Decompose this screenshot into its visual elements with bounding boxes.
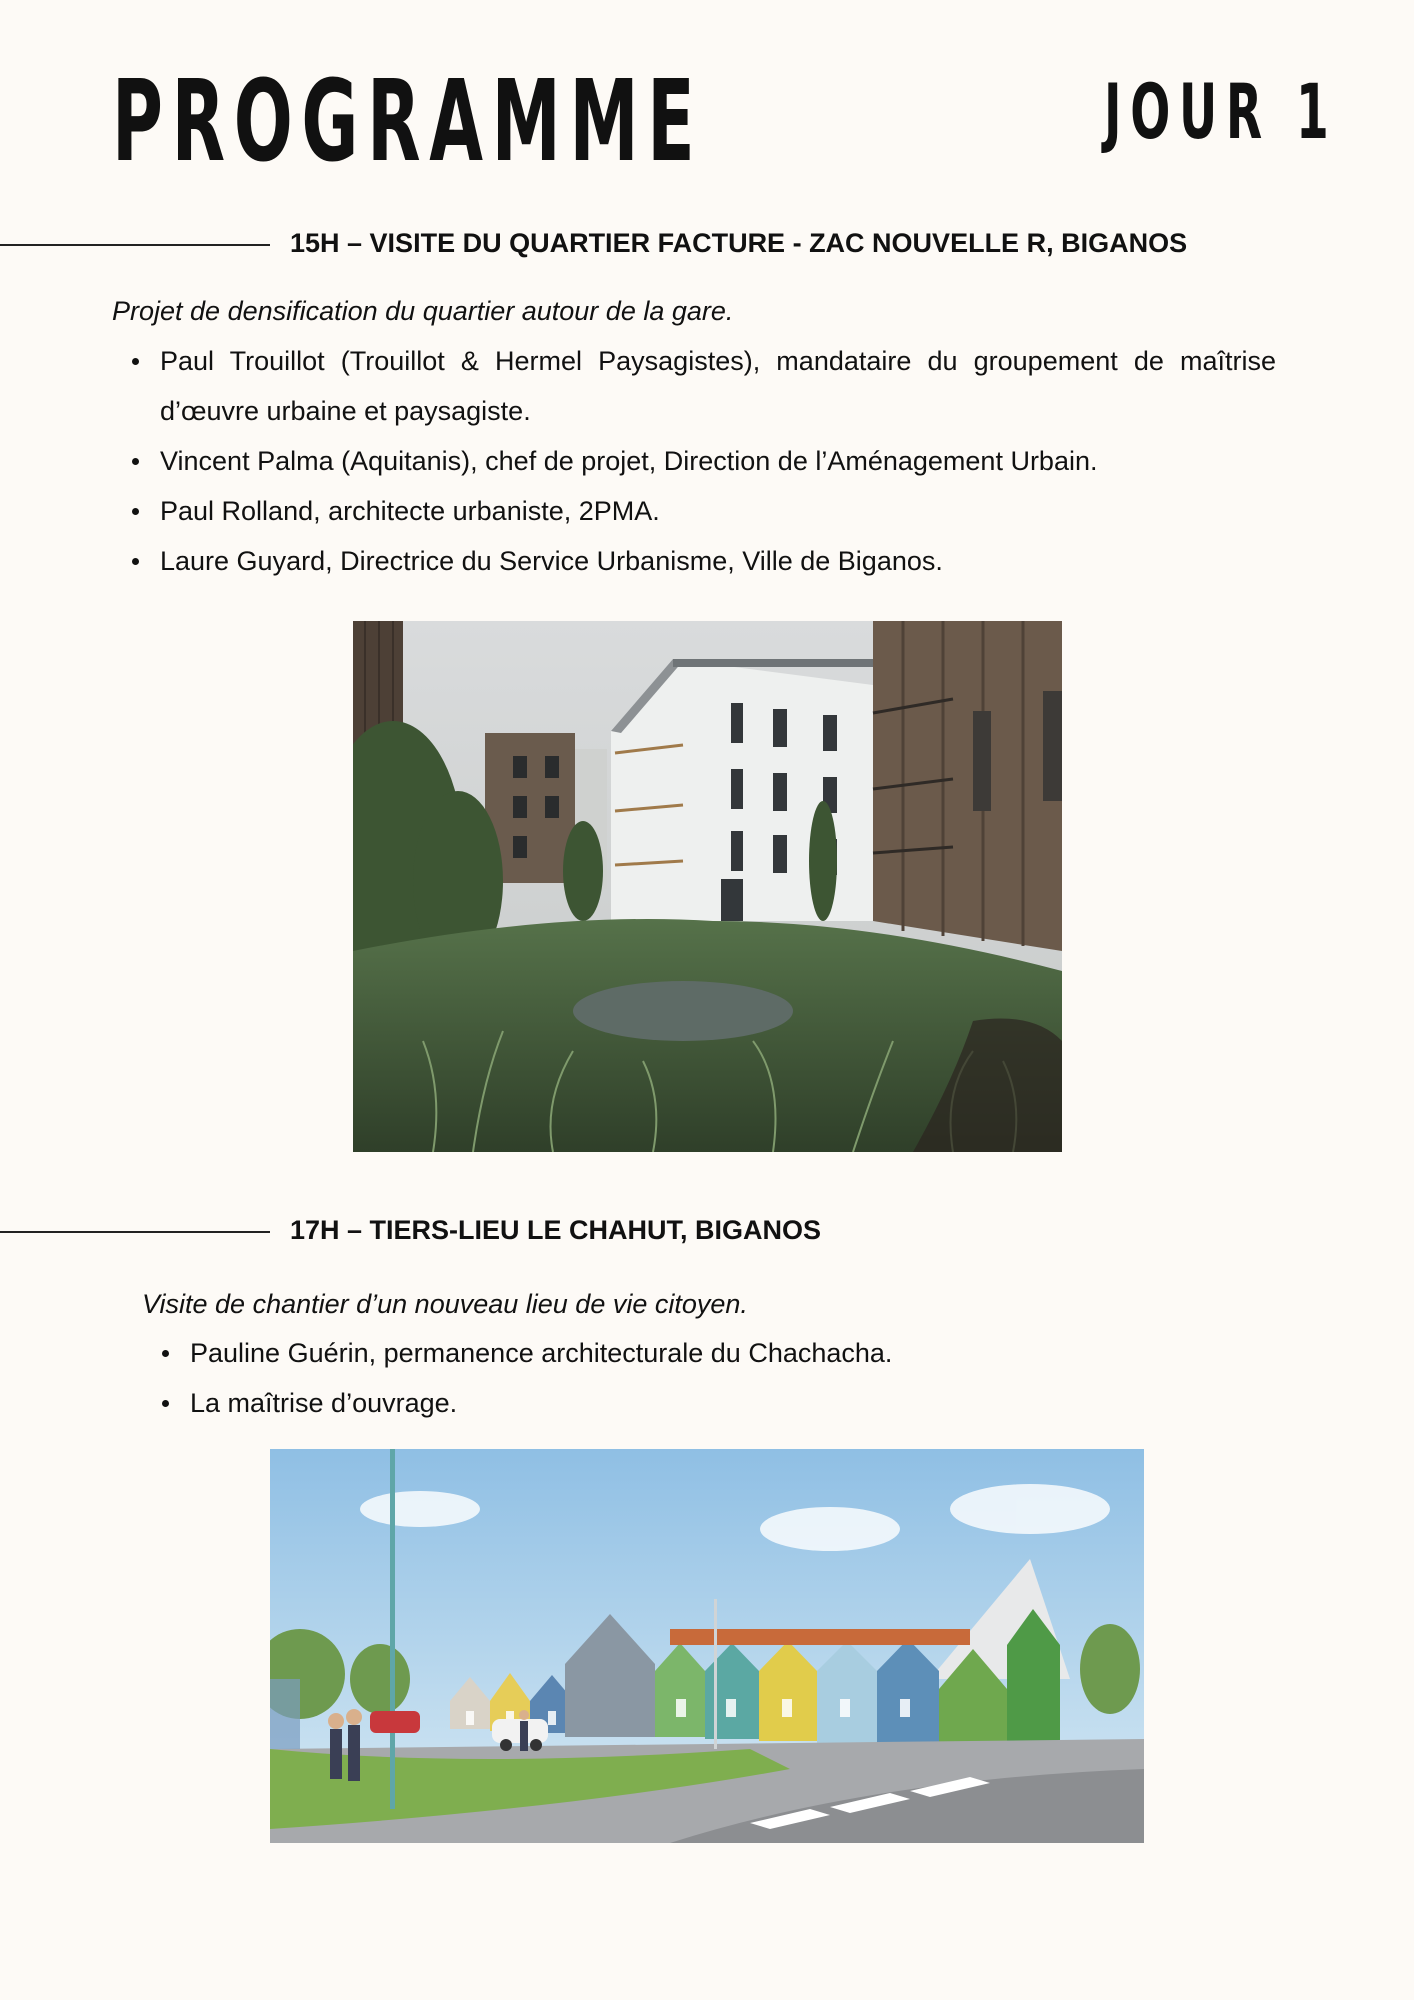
bullet-icon xyxy=(132,558,139,565)
speaker-list xyxy=(142,1328,1276,1428)
section-intro: Visite de chantier d’un nouveau lieu de vie citoyen. xyxy=(142,1289,748,1319)
section-intro: Projet de densification du quartier autour de la gare. xyxy=(112,296,734,326)
section-divider xyxy=(0,1231,270,1233)
section-divider xyxy=(0,244,270,246)
speaker-list xyxy=(112,336,1276,586)
list-item: Vincent Palma (Aquitanis), chef de projet, Direction de l’Aménagement Urbain. xyxy=(112,436,1276,486)
list-item: Laure Guyard, Directrice du Service Urbanisme, Ville de Biganos. xyxy=(112,536,1276,586)
bullet-icon xyxy=(132,508,139,515)
tiers-lieu-rendering-image xyxy=(270,1449,1144,1843)
page-title: PROGRAMME xyxy=(112,57,704,187)
list-item: La maîtrise d’ouvrage. xyxy=(142,1378,1276,1428)
bullet-icon xyxy=(132,458,139,465)
section-heading: 15H – VISITE DU QUARTIER FACTURE - ZAC NOUVELLE R, BIGANOS xyxy=(290,228,1188,258)
section-heading: 17H – TIERS-LIEU LE CHAHUT, BIGANOS xyxy=(290,1215,822,1245)
bullet-icon xyxy=(162,1400,169,1407)
list-item: Pauline Guérin, permanence architecturale du Chachacha. xyxy=(142,1328,1276,1378)
list-item: Paul Rolland, architecte urbaniste, 2PMA. xyxy=(112,486,1276,536)
day-label: JOUR 1 xyxy=(1104,67,1338,156)
residential-garden-photo xyxy=(353,621,1062,1152)
bullet-icon xyxy=(132,358,139,365)
bullet-icon xyxy=(162,1350,169,1357)
list-item: Paul Trouillot (Trouillot & Hermel Paysagistes), mandataire du groupement de maîtrise d’œuvre urbaine et paysagiste. xyxy=(112,336,1276,436)
